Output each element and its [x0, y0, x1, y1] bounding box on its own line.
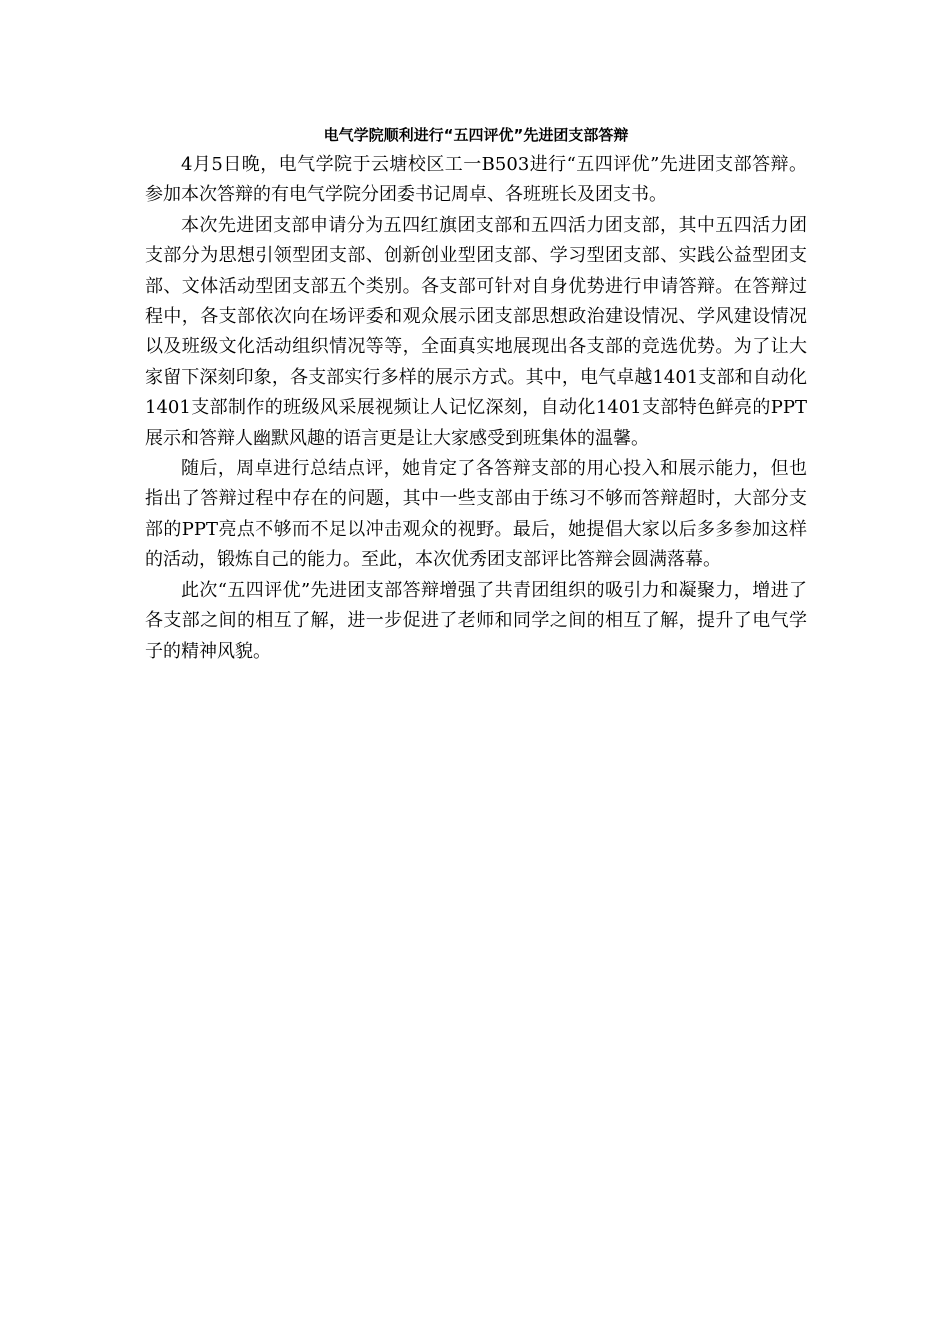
paragraph-process: 本次先进团支部申请分为五四红旗团支部和五四活力团支部，其中五四活力团支部分为思想引领型团支部、创新创业型团支部、学习型团支部、实践公益型团支部、文体活动型团支部五个类别。各支部可针对自身优势进行申请答辩。在答辩过程中，各支部依次向在场评委和观众展示团支部思想政治建设情况、学风建设情况以及班级文化活动组织情况等等，全面真实地展现出各支部的竞选优势。为了让大家留下深刻印象，各支部实行多样的展示方式。其中，电气卓越1401支部和自动化1401支部制作的班级风采展视频让人记忆深刻，自动化1401支部特色鲜亮的PPT展示和答辩人幽默风趣的语言更是让大家感受到班集体的温馨。: [145, 214, 807, 449]
article-body: [145, 120, 807, 667]
paragraph-review: 随后，周卓进行总结点评，她肯定了各答辩支部的用心投入和展示能力，但也指出了答辩过程中存在的问题，其中一些支部由于练习不够而答辩超时，大部分支部的PPT亮点不够而不足以冲击观众的视野。最后，她提倡大家以后多多参加这样的活动，锻炼自己的能力。至此，本次优秀团支部评比答辩会圆满落幕。: [145, 458, 807, 571]
article-title: 电气学院顺利进行“五四评优”先进团支部答辩: [323, 126, 629, 144]
paragraph-conclusion: 此次“五四评优”先进团支部答辩增强了共青团组织的吸引力和凝聚力，增进了各支部之间的相互了解，进一步促进了老师和同学之间的相互了解，提升了电气学子的精神风貌。: [145, 579, 807, 662]
paragraph-intro: 4月5日晚，电气学院于云塘校区工一B503进行“五四评优”先进团支部答辩。参加本次答辩的有电气学院分团委书记周卓、各班班长及团支书。: [145, 154, 807, 206]
